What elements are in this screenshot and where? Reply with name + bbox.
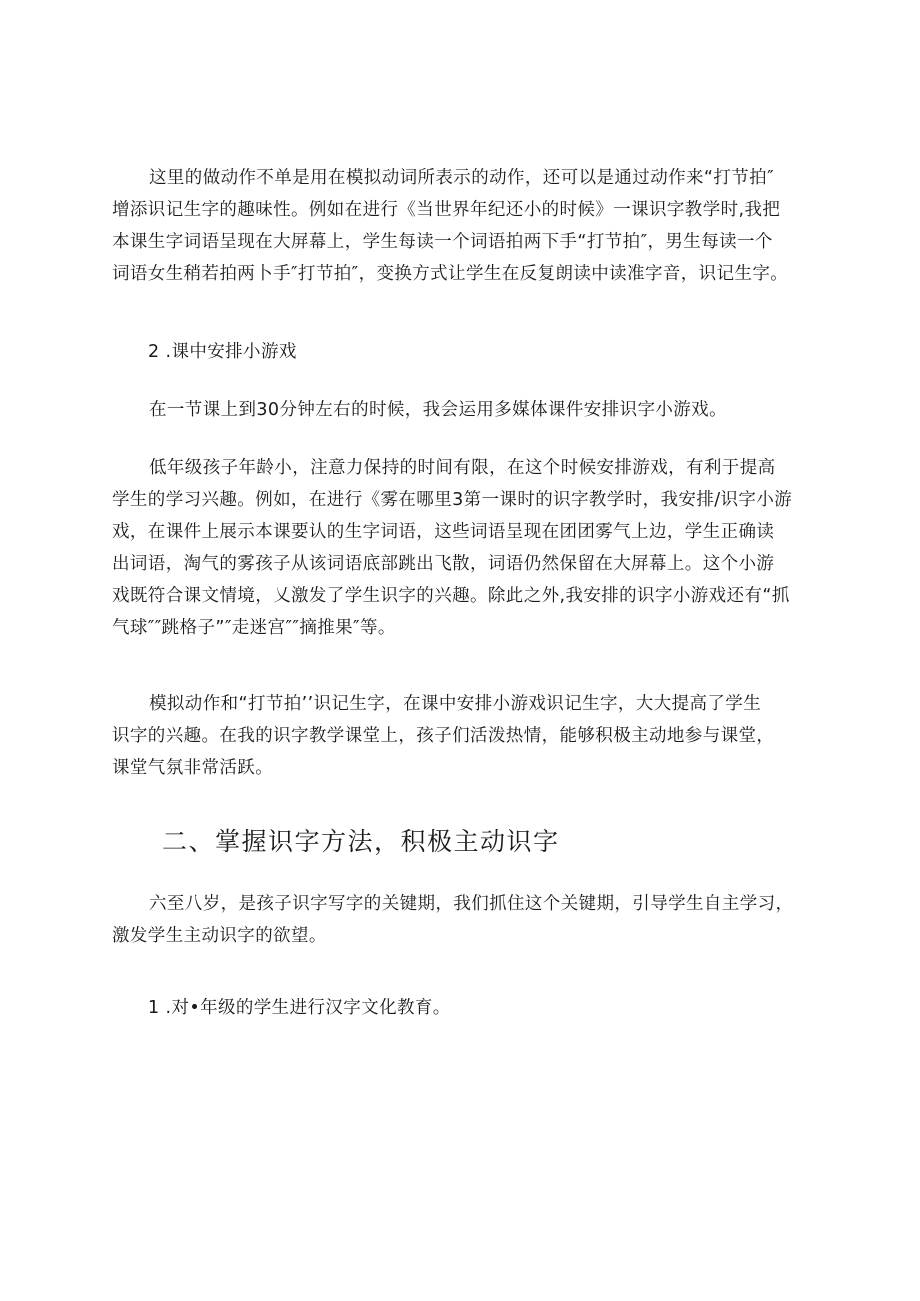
text-line: 低年级孩子年龄小，注意力保持的时间有限，在这个时候安排游戏，有利于提高 [149,458,776,478]
paragraph-summary [112,688,812,784]
text-line: 本课生字词语呈现在大屏幕上，学生每读一个词语拍两下手“打节拍″，男生每读一个 [112,232,773,252]
text-line: 词语女生稍若拍两卜手″打节拍″，变换方式让学生在反复朗读中读准字音，识记生字。 [112,264,789,284]
paragraph-low-grade-interest [112,452,812,644]
section-heading: 二、掌握识字方法，积极主动识字 [162,827,560,856]
list-item-2: 2 .课中安排小游戏 [148,342,297,362]
text-line: 学生的学习兴趣。例如，在进行《雾在哪里3第一课时的识字教学时，我安排/识字小游 [112,490,793,510]
list-item-1: 1 .对•年级的学生进行汉字文化教育。 [148,998,451,1018]
text-line: 这里的做动作不单是用在模拟动词所表示的动作，还可以是通过动作来“打节拍″ [149,168,775,188]
paragraph-mid-class-game [112,394,812,426]
paragraph-key-period [112,888,812,952]
text-line: 戏，在课件上展示本课要认的生字词语，这些词语呈现在团团雾气上边，学生正确读 [112,522,775,542]
text-line: 模拟动作和“打节拍’’识记生字，在课中安排小游戏识记生字，大大提高了学生 [149,694,762,714]
text-line: 气球″″跳格子”″走迷宫″″摘推果″等。 [112,618,396,638]
text-line: 出词语，淘气的雾孩子从该词语底部跳出飞散，词语仍然保留在大屏幕上。这个小游 [112,554,775,574]
paragraph-beat-clapping [112,162,812,290]
text-line: 课堂气氛非常活跃。 [112,758,274,778]
text-line: 激发学生主动识字的欲望。 [112,926,327,946]
text-line: 戏既符合课文情境，乂激发了学生识字的兴趣。除此之外,我安排的识字小游戏还有“抓 [112,586,790,606]
text-line: 识字的兴趣。在我的识字教学课堂上，孩子们活泼热情，能够积极主动地参与课堂， [112,726,775,746]
text-line: 增添识记生字的趣味性。例如在进行《当世界年纪还小的时候》一课识字教学时,我把 [112,200,781,220]
text-line: 在一节课上到30分钟左右的时候，我会运用多媒体课件安排识字小游戏。 [149,400,727,420]
text-line: 六至八岁，是孩子识字写字的关键期，我们抓住这个关键期，引导学生自主学习， [149,894,794,914]
